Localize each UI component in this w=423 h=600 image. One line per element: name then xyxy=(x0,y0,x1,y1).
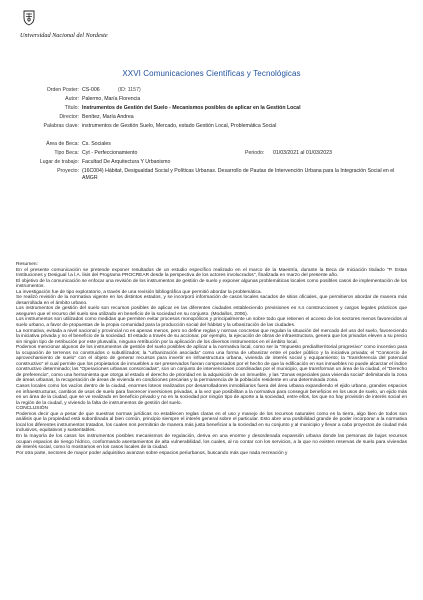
lugar-trabajo-label: Lugar de trabajo: xyxy=(39,159,79,165)
abstract-body xyxy=(16,262,407,456)
field-titulo xyxy=(0,105,423,112)
proyecto-value: (16C004) Hábitat, Desigualdad Social y Políticas Urbanas. Desarrollo de Pautas de Intervención Urbana para la Integración Social en el AMGR xyxy=(82,168,395,181)
autor-value: Palermo, María Florencia xyxy=(82,96,141,102)
abstract-paragraph: La normativa, evitada a nivel nacional y provincial no es apenas menos, pero no define reglas y normas concretas que regulan la situación del mercado del uso del suelo, favoreciendo la iniciativa privada y no el beneficio de la sociedad. El estado a través de su accionar, por ejemplo, la ejecución de obras de infraestructura, genera que los privados eleven a su precio sin ningún tipo de retribución por este plusvalía, ninguna retribución por la aplicación de los diversos instrumentos en el ámbito local. xyxy=(16,328,407,345)
abstract-paragraph: Se realizó revisión de la normativa vigente en los distintos estados, y se incorporó información de casos locales sacados de sitios oficiales, que permitieron abordar de manera más desarrollada en el ámbito urbano. xyxy=(16,295,407,306)
orden-poster-id: (ID: 1157) xyxy=(118,87,141,93)
abstract-paragraph: Casos locales como los vacíos dentro de la ciudad, enormes loteos realizados por desarrolladores inmobiliarios fuera del área urbana expandiendo el ejido urbano, grandes espacios en infraestructuras, cambios de usos de suelo para favorecer inversiones privadas, a la vez que posibilitan a la normativa para conseguir beneficios en los usos de suelo, un ejido más en un área de la ciudad, que se ve realizado en beneficio privado y no en la sociedad por ningún tipo de aporte a la sociedad, entre ellos, los que no hay provisión de interés social en la región de la ciudad, y viviendo la falta de instrumentos de gestión del suelo. xyxy=(16,384,407,406)
lugar-trabajo-value: Facultad De Arquitectura Y Urbanismo xyxy=(82,159,171,165)
field-lugar-trabajo xyxy=(0,159,423,166)
abstract-paragraph: Podemos decir que a pesar de que nuestras normas jurídicas no establecen reglas claras en el uso y manejo de los recursos naturales como es la tierra, algo bien de todos son análisis que la propiedad está subordinada al bien común, principio siempre el interés general sobre el particular. Esto abre una posibilidad grande de poder incorporar a la normativa local los diferentes instrumentos tratados, los cuales nos permitirán de manera más justa beneficiar a la sociedad en su conjunto y al municipio y llevar a cabo proyectos de ciudad más inclusivos, equitativos y sustentables. xyxy=(16,411,407,434)
abstract-paragraph: El objetivo de la comunicación se enfocar una revisión de los instrumentos de gestión de suelo y exponer algunas problemáticas locales como posibles casos de implementación de los instrumentos. xyxy=(16,278,407,290)
field-area-beca xyxy=(0,141,423,148)
abstract-paragraph: Los instrumentos son utilizados como medidas que permiten evitar procesos monopólicos y principalmente un sobre todo que retienen el acceso de los sectores menos favorecidos al suelo urbano, a favor de propuestas de la propia comunidad para la producción social del hábitat y la urbanización de las ciudades. xyxy=(16,317,407,329)
abstract-paragraph: Podemos mencionar algunos de los instrumentos de gestión del suelo posibles de aplicar a la normativa local, como ser la "Impuesto predial/territorial progresivo" como incentivo para la ocupación de terrenos no construidos o subutilizados; la "urbanización asociada" como una forma de urbanizar entre el poder público y la iniciativa privada; el "Consorcio de aprovechamiento de suelo" con el objeto de generar recursos para invertir en infraestructura urbana, vivienda de interés social y equipamiento; la "transferencia del potencial constructivo" el cual permite que los propietarios de inmuebles a ser preservados fueran compensados por el hecho de que la edificación en sus inmuebles no puede alcanzar el índice constructivo determinado; las "Operaciones urbanas consorciadas", son un conjunto de intervenciones coordinadas por el municipio, que transforman un área de la ciudad, el "Derecho de preferencia", como una herramienta que otorga al estado el derecho de prioridad en la adquisición de un inmueble, y las "Zonas especiales para vivienda social" delimitando la zona de áreas urbanas, la recuperación de áreas de vivienda en condiciones precarias y la permanencia de la población residente en una determinada zona. xyxy=(16,345,407,384)
autor-label: Autor: xyxy=(65,96,79,102)
palabras-clave-value: instrumentos de Gestión Suelo, Mercado, estado Gestión Local, Problemática Social xyxy=(82,123,277,129)
field-director xyxy=(0,114,423,121)
abstract-paragraph: Los instrumentos de gestión del suelo son recursos posibles de aplicar en las diferentes ciudades estableciendo previsiones en s.s construcciones y cargos legales prácticos que aseguren que el recurso del suelo sea utilizado en beneficio de la sociedad en su conjunto. (Modallos, 2006). xyxy=(16,306,407,317)
area-beca-value: Cs. Sociales xyxy=(82,141,111,147)
orden-poster-value: CS-006 xyxy=(82,87,100,93)
director-label: Director: xyxy=(59,114,79,120)
periodo-value: 01/03/2021 al 01/03/2023 xyxy=(273,150,332,156)
orden-poster-label: Orden Poster: xyxy=(46,87,79,93)
abstract-heading: Resumen: xyxy=(16,262,38,267)
field-autor xyxy=(0,96,423,103)
director-value: Benítez, María Andrea xyxy=(82,114,134,120)
page-title: XXVI Comunicaciones Científicas y Tecnológicas xyxy=(122,69,301,78)
area-beca-label: Área de Beca: xyxy=(46,141,79,147)
tipo-beca-value: Cyt - Perfeccionamiento xyxy=(82,150,138,156)
proyecto-label: Proyecto: xyxy=(57,168,79,174)
field-tipo-beca xyxy=(0,150,423,157)
university-logo xyxy=(20,10,110,39)
periodo-label: Periodo: xyxy=(245,150,265,156)
abstract-paragraph: La investigación fue de tipo exploratorio, a través de una revisión bibliográfica que permitió abordar la problemática. xyxy=(16,289,262,295)
abstract-paragraph: En el presente comunicación se pretende exponer resultados de un estudio específico realizado en el marco de la Maestría, durante la Beca de Iniciación titulado "P. Estas Instituciones y Desigual l.a l.A. lisis del Programa PROCREAR desde la perspectiva de los actores involucrados", finalizada en marzo del presente año. xyxy=(16,267,407,279)
field-orden-poster xyxy=(0,87,423,94)
titulo-value: Instrumentos de Gestión del Suelo - Mecanismos posibles de aplicar en la Gestión Local xyxy=(82,105,301,111)
abstract-paragraph: Por otra parte, sectores de mayor poder adquisitivo avanzan sobre espacios periurbanos, buscando más que nada recreación y xyxy=(16,450,288,456)
palabras-clave-label: Palabras clave: xyxy=(43,123,79,129)
field-palabras-clave xyxy=(0,123,423,130)
university-name: Universidad Nacional del Nordeste xyxy=(20,32,108,39)
field-proyecto xyxy=(0,168,423,184)
titulo-label: Título: xyxy=(64,105,79,111)
abstract-paragraph: En la mayoría de los casos los instrumentos posibles mecanismos de regulación, deriva en una enorme y desordenada expansión urbana donde las personas de bajos recursos ocupan espacios de riesgo hídrico, conformando asentamientos de alta vulnerabilidad, los cuales, al no contar con los servicios, a la que no existen reservas de suelo para viviendas de interés social, como lo mostramos en los casos locales de la ciudad. xyxy=(16,433,407,451)
conclusion-heading: CONCLUSIÓN xyxy=(16,406,48,412)
university-crest-icon xyxy=(22,10,36,26)
tipo-beca-label: Tipo Beca: xyxy=(54,150,79,156)
